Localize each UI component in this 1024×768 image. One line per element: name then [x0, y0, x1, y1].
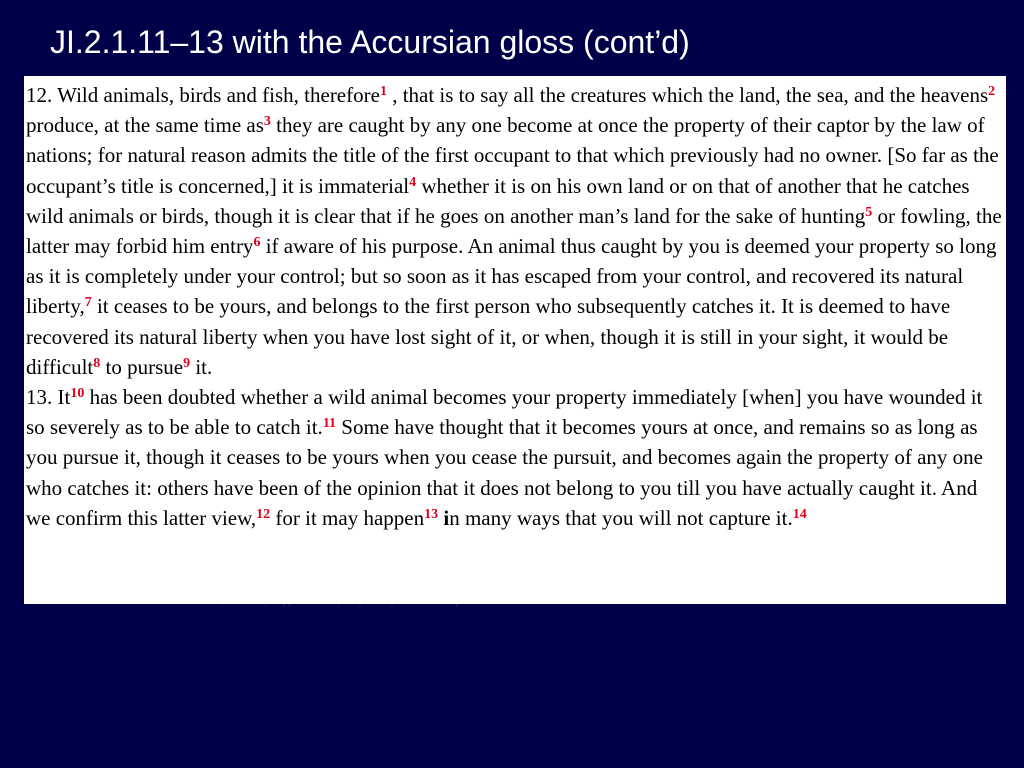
- footnote-marker-8: 8: [93, 355, 101, 371]
- footnote-marker-11: 11: [322, 416, 337, 432]
- footnote-marker-9: 9: [183, 355, 191, 371]
- footnote-marker-13: 13: [424, 506, 439, 522]
- text-run-bold: i: [438, 505, 450, 530]
- slide-title: JI.2.1.11–13 with the Accursian gloss (cont’d): [50, 24, 690, 60]
- text-run: has been doubted whether a wild animal becomes your property immediately [when] you have wounded it so severely as to be able to catch it.: [26, 385, 983, 440]
- paragraph-13: [26, 382, 1004, 533]
- footnote-marker-12: 12: [256, 506, 271, 522]
- text-run: n many ways that you will not capture it.: [449, 505, 793, 530]
- text-run: if aware of his purpose. An animal thus caught by you is deemed your property so long as it is completely under your control; but so soon as it has escaped from your control, and recovered its natural liberty,: [26, 234, 997, 319]
- text-box: [24, 76, 1006, 604]
- text-run: 12. Wild animals, birds and fish, therefore: [26, 83, 380, 107]
- footnote-marker-5: 5: [865, 204, 873, 220]
- text-run: Some have thought that it becomes yours at once, and remains so as long as you pursue it, though it ceases to be yours when you cease the pursuit, and becomes again the property of any one who catches it: others have been of the opinion that it does not belong to you till you have actually caught it. And we confirm this latter view,: [26, 415, 983, 530]
- footnote-marker-1: 1: [379, 84, 387, 99]
- footnote-marker-6: 6: [253, 235, 261, 251]
- text-run: , that is to say all the creatures which the land, the sea, and the heavens: [386, 83, 989, 107]
- text-run: produce, at the same time as: [26, 113, 264, 138]
- footnote-marker-4: 4: [409, 174, 417, 190]
- footnote-marker-14: 14: [792, 506, 807, 522]
- footnote-marker-2: 2: [988, 84, 996, 99]
- footnote-marker-10: 10: [70, 386, 85, 402]
- text-run: or fowling, the latter may forbid him entry: [26, 203, 1002, 259]
- text-run: whether it is on his own land or on that of another that he catches wild animals or birds, though it is clear that if he goes on another man’s land for the sake of hunting: [26, 173, 970, 228]
- text-run: they are caught by any one become at once the property of their captor by the law of nations; for natural reason admits the title of the first occupant to that which previously had no owner. [So far as the occupant’s title is concerned,] it is immaterial: [26, 113, 999, 198]
- footnote-marker-3: 3: [263, 114, 271, 130]
- footnote-marker-7: 7: [84, 295, 92, 311]
- text-run: to pursue: [100, 354, 184, 379]
- text-run: 13. It: [26, 385, 71, 410]
- text-run: it.: [190, 354, 213, 379]
- paragraph-12: [26, 80, 1004, 382]
- text-run: it ceases to be yours, and belongs to the first person who subsequently catches it. It is deemed to have recovered its natural liberty when you have lost sight of it, or when, though it is still in your sight, it would be difficult: [26, 294, 951, 379]
- text-run: for it may happen: [270, 505, 425, 530]
